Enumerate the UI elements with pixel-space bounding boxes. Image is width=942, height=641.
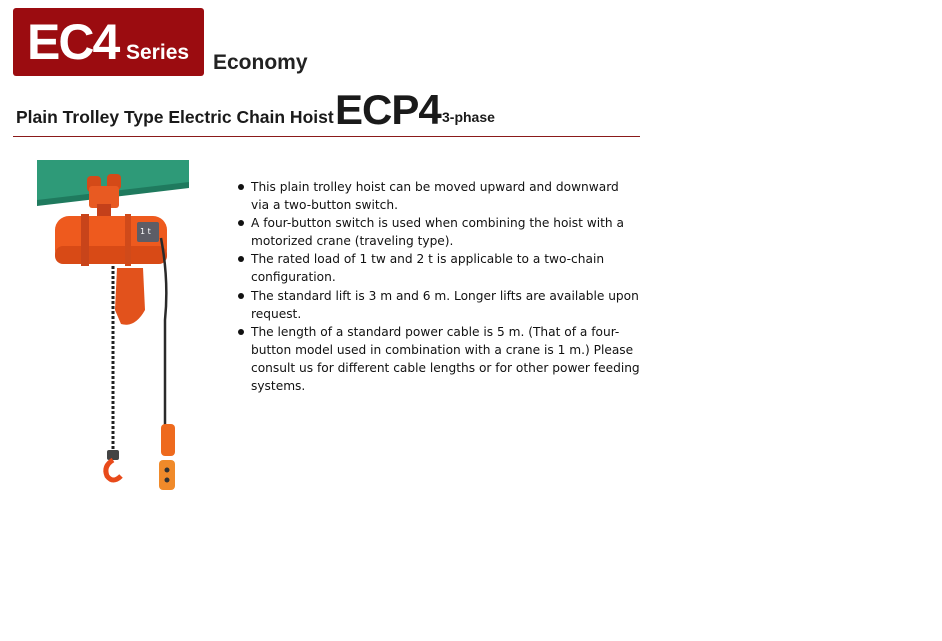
product-code: ECP4 <box>335 86 441 133</box>
feature-item <box>236 250 640 286</box>
hoist-rib <box>81 214 89 266</box>
trolley-hanger <box>97 204 111 218</box>
bullet-icon <box>238 329 244 335</box>
hoist-body-shade <box>55 246 167 264</box>
bullet-icon <box>238 184 244 190</box>
pendant-switch-top <box>161 424 175 456</box>
series-code: EC4 <box>27 14 119 70</box>
hook-block <box>107 450 119 460</box>
feature-item <box>236 287 640 323</box>
hook <box>106 460 121 480</box>
hoist-rib-2 <box>125 214 131 266</box>
hoist-product-image <box>37 160 189 496</box>
title-divider <box>13 136 640 137</box>
bullet-icon <box>238 220 244 226</box>
feature-item <box>236 178 640 214</box>
feature-item <box>236 323 640 395</box>
feature-item <box>236 214 640 250</box>
power-cable <box>161 238 166 428</box>
bullet-icon <box>238 256 244 262</box>
feature-list <box>236 178 640 395</box>
feature-text: The standard lift is 3 m and 6 m. Longer lifts are available upon request. <box>251 288 639 321</box>
pendant-switch <box>159 460 175 490</box>
pendant-button-up <box>165 468 170 473</box>
phase-label: 3-phase <box>442 109 495 125</box>
series-badge <box>13 8 204 76</box>
feature-text: This plain trolley hoist can be moved upward and downward via a two-button switch. <box>251 180 619 213</box>
tier-label: Economy <box>213 51 308 74</box>
chain-bag <box>115 268 145 325</box>
feature-text: The rated load of 1 tw and 2 t is applicable to a two-chain configuration. <box>251 252 605 285</box>
feature-text: The length of a standard power cable is 5 m. (That of a four-button model used in combination with a crane is 1 m.) Please consult us for different cable lengths or for other power feeding systems. <box>251 324 640 394</box>
series-word: Series <box>126 41 190 64</box>
product-title: Plain Trolley Type Electric Chain Hoist <box>16 107 334 127</box>
feature-text: A four-button switch is used when combining the hoist with a motorized crane (traveling type). <box>251 216 624 249</box>
pendant-button-down <box>165 478 170 483</box>
load-label: 1 t <box>140 227 151 236</box>
bullet-icon <box>238 293 244 299</box>
